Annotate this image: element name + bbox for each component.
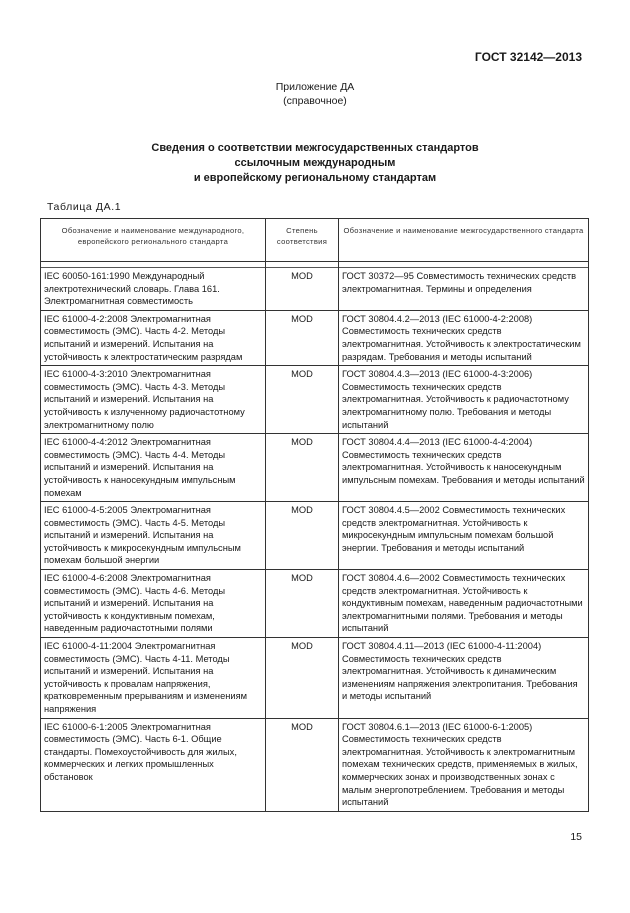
- column-header-interstate-standard: Обозначение и наименование межгосударственного стандарта: [339, 219, 589, 262]
- column-header-degree: Степень соответствия: [266, 219, 339, 262]
- degree-cell: MOD: [266, 502, 339, 570]
- degree-cell: MOD: [266, 638, 339, 719]
- appendix-subtitle: (справочное): [283, 95, 347, 107]
- table-row: [41, 570, 589, 638]
- degree-cell: MOD: [266, 718, 339, 811]
- table-row: [41, 502, 589, 570]
- degree-cell: MOD: [266, 570, 339, 638]
- international-standard-cell: IEC 60050-161:1990 Международный электротехнический словарь. Глава 161. Электромагнитная совместимость: [41, 268, 266, 311]
- international-standard-cell: IEC 61000-4-4:2012 Электромагнитная совместимость (ЭМС). Часть 4-4. Методы испытаний и измерений. Испытания на устойчивость к наносекундным импульсным помехам: [41, 434, 266, 502]
- heading-line-2: ссылочным международным: [234, 157, 396, 169]
- international-standard-cell: IEC 61000-6-1:2005 Электромагнитная совместимость (ЭМС). Часть 6-1. Общие стандарты. Помехоустойчивость для жилых, коммерческих и легких промышленных обстановок: [41, 718, 266, 811]
- degree-cell: MOD: [266, 366, 339, 434]
- interstate-standard-cell: ГОСТ 30804.4.2—2013 (IEC 61000-4-2:2008) Совместимость технических средств электромагнитная. Устойчивость к электростатическим разрядам. Требования и методы испытаний: [339, 310, 589, 365]
- appendix-header: [0, 80, 630, 108]
- document-code: ГОСТ 32142—2013: [474, 50, 582, 64]
- degree-cell: MOD: [266, 310, 339, 365]
- heading-line-3: и европейскому региональному стандартам: [193, 172, 437, 184]
- interstate-standard-cell: ГОСТ 30804.4.11—2013 (IEC 61000-4-11:2004) Совместимость технических средств электромагнитная. Устойчивость к динамическим изменениям напряжения электропитания. Требования и методы испытаний: [339, 638, 589, 719]
- interstate-standard-cell: ГОСТ 30804.4.5—2002 Совместимость технических средств электромагнитная. Устойчивость к микросекундным импульсным помехам большой энергии. Требования и методы испытаний: [339, 502, 589, 570]
- table-row: [41, 718, 589, 811]
- interstate-standard-cell: ГОСТ 30372—95 Совместимость технических средств электромагнитная. Термины и определения: [339, 268, 589, 311]
- table-row: [41, 638, 589, 719]
- appendix-title: Приложение ДА: [275, 81, 355, 93]
- international-standard-cell: IEC 61000-4-5:2005 Электромагнитная совместимость (ЭМС). Часть 4-5. Методы испытаний и измерений. Испытания на устойчивость к микросекундным импульсным помехам большой энергии: [41, 502, 266, 570]
- interstate-standard-cell: ГОСТ 30804.4.6—2002 Совместимость технических средств электромагнитная. Устойчивость к кондуктивным помехам, наведенным радиочастотными электромагнитными полями. Требования и методы испытаний: [339, 570, 589, 638]
- table-header-row: [41, 219, 589, 262]
- interstate-standard-cell: ГОСТ 30804.4.3—2013 (IEC 61000-4-3:2006) Совместимость технических средств электромагнитная. Устойчивость к радиочастотному электромагнитному полю. Требования и методы испытаний: [339, 366, 589, 434]
- table-row: [41, 434, 589, 502]
- interstate-standard-cell: ГОСТ 30804.4.4—2013 (IEC 61000-4-4:2004) Совместимость технических средств электромагнитная. Устойчивость к наносекундным импульсным помехам. Требования и методы испытаний: [339, 434, 589, 502]
- table-row: [41, 268, 589, 311]
- degree-cell: MOD: [266, 434, 339, 502]
- international-standard-cell: IEC 61000-4-11:2004 Электромагнитная совместимость (ЭМС). Часть 4-11. Методы испытаний и измерений. Испытания на устойчивость к провалам напряжения, кратковременным прерываниям и изменениям напряжения: [41, 638, 266, 719]
- international-standard-cell: IEC 61000-4-2:2008 Электромагнитная совместимость (ЭМС). Часть 4-2. Методы испытаний и измерений. Испытания на устойчивость к электростатическим разрядам: [41, 310, 266, 365]
- page-number: 15: [570, 831, 582, 843]
- section-heading: [0, 141, 630, 186]
- correspondence-table: [40, 218, 589, 812]
- interstate-standard-cell: ГОСТ 30804.6.1—2013 (IEC 61000-6-1:2005) Совместимость технических средств электромагнитная. Устойчивость к электромагнитным помехам технических средств, применяемых в жилых, коммерческих зонах и производственных зонах с малым энергопотреблением. Требования и методы испытаний: [339, 718, 589, 811]
- table-caption: Таблица ДА.1: [47, 201, 122, 213]
- degree-cell: MOD: [266, 268, 339, 311]
- international-standard-cell: IEC 61000-4-3:2010 Электромагнитная совместимость (ЭМС). Часть 4-3. Методы испытаний и измерений. Испытания на устойчивость к излученному радиочастотному электромагнитному полю: [41, 366, 266, 434]
- heading-line-1: Сведения о соответствии межгосударственных стандартов: [151, 142, 479, 154]
- column-header-international-standard: Обозначение и наименование международного, европейского регионального стандарта: [41, 219, 266, 262]
- table-row: [41, 310, 589, 365]
- table-row: [41, 366, 589, 434]
- international-standard-cell: IEC 61000-4-6:2008 Электромагнитная совместимость (ЭМС). Часть 4-6. Методы испытаний и измерений. Испытания на устойчивость к кондуктивным помехам, наведенным радиочастотными полями: [41, 570, 266, 638]
